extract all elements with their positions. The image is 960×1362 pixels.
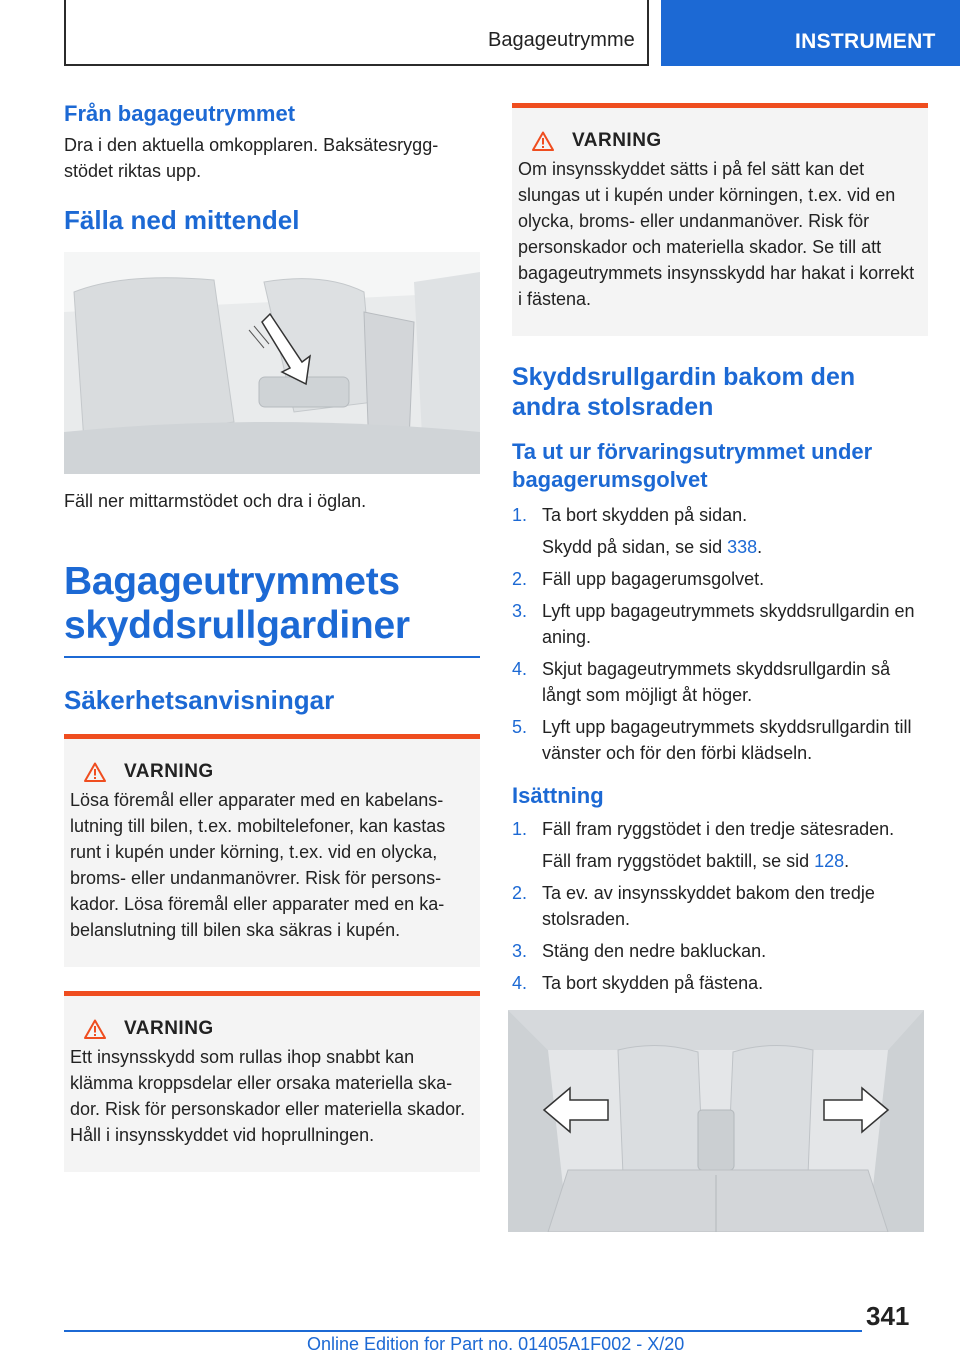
figure-rear-seat-armrest: [64, 252, 480, 474]
luggage-compartment-illustration: [508, 1010, 924, 1232]
rear-seat-illustration: [64, 252, 480, 474]
warning-triangle-icon: [532, 131, 554, 151]
heading-rule: [64, 656, 480, 658]
step-sub-reference: Fäll fram ryggstödet baktill, se sid 128.: [542, 851, 850, 871]
list-item: 5. Lyft upp bagageutrymmets skyddsrullgardin till vänster och för den förbi klädseln.: [512, 717, 912, 763]
warning-title: VARNING: [572, 130, 662, 151]
list-item: 4. Ta bort skydden på fästena.: [512, 973, 764, 993]
header-section-title: Bagageutrymme: [488, 29, 635, 51]
figure-luggage-compartment: [508, 1010, 924, 1232]
list-item: 2. Fäll upp bagagerumsgolvet.: [512, 569, 765, 589]
warning-body: Om insynsskyddet sätts i på fel sätt kan det slungas ut i kupén under körningen, t.ex. vid en olycka, broms- eller undanmanöver. Risk för personskador och materiella skador. Se till att bagageutrymmets insynsskydd har hakat i korrekt i fästena.: [518, 159, 915, 309]
heading-ta-ut: Ta ut ur förvaringsutrymmet under bagagerumsgolvet: [512, 439, 873, 492]
heading-sakerhetsanvisningar: Säkerhetsanvisningar: [64, 685, 335, 715]
warning-body: Lösa föremål eller apparater med en kabelanslutning till bilen, t.ex. mobiltelefoner, kan kastas runt i kupén under körning, t.ex. vid en olycka, broms- eller undanmanövrer. Risk för personskador. Lösa föremål eller apparater med en kabelanslutning till bilen ska säkras i kupén.: [70, 790, 446, 940]
right-column: [512, 100, 928, 1232]
heading-isattning: Isättning: [512, 783, 604, 808]
list-item: 4. Skjut bagageutrymmets skyddsrullgardin så långt som möjligt åt höger.: [512, 659, 891, 705]
warning-box-1: [64, 734, 480, 967]
paragraph-fran: Dra i den aktuella omkopplaren. Baksätesryggstödet riktas upp.: [64, 135, 439, 181]
warning-title: VARNING: [124, 761, 214, 782]
heading-bagageutrymmets-skyddsrullgardiner: Bagageutrymmets skyddsrullgardiner: [64, 560, 410, 647]
heading-skyddsrullgardin: Skyddsrullgardin bakom den andra stolsraden: [512, 363, 856, 421]
page-link-128[interactable]: 128: [814, 851, 845, 871]
footer-rule: [64, 1330, 862, 1332]
page-link-338[interactable]: 338: [727, 537, 758, 557]
list-item: 3. Lyft upp bagageutrymmets skyddsrullgardin en aning.: [512, 601, 915, 647]
left-column: [64, 100, 480, 1172]
steps-list-2: [512, 816, 928, 996]
figure-caption: Fäll ner mittarmstödet och dra i öglan.: [64, 491, 367, 511]
list-item: 2. Ta ev. av insynsskyddet bakom den tredje stolsraden.: [512, 883, 875, 929]
footer-edition: Online Edition for Part no. 01405A1F002 - X/20: [307, 1334, 685, 1354]
warning-box-3: [512, 103, 928, 336]
list-item: 3. Stäng den nedre bakluckan.: [512, 941, 767, 961]
heading-falla-ned-mittendel: Fälla ned mittendel: [64, 205, 300, 235]
steps-list-1: [512, 502, 928, 766]
warning-box-2: [64, 991, 480, 1172]
step-sub-reference: Skydd på sidan, se sid 338.: [542, 537, 763, 557]
header-tab-instrument[interactable]: INSTRUMENT: [661, 0, 960, 66]
warning-triangle-icon: [84, 762, 106, 782]
list-item: 1. Fäll fram ryggstödet i den tredje sätesraden.: [512, 819, 895, 839]
page-number: 341: [866, 1301, 910, 1331]
warning-title: VARNING: [124, 1018, 214, 1039]
heading-fran-bagageutrymmet: Från bagageutrymmet: [64, 101, 296, 126]
warning-triangle-icon: [84, 1019, 106, 1039]
list-item: 1. Ta bort skydden på sidan.: [512, 505, 748, 525]
warning-body: Ett insynsskydd som rullas ihop snabbt kan klämma kroppsdelar eller orsaka materiella skador. Risk för personskador eller materiella skador. Håll i insynsskyddet vid hoprullningen.: [70, 1047, 466, 1145]
